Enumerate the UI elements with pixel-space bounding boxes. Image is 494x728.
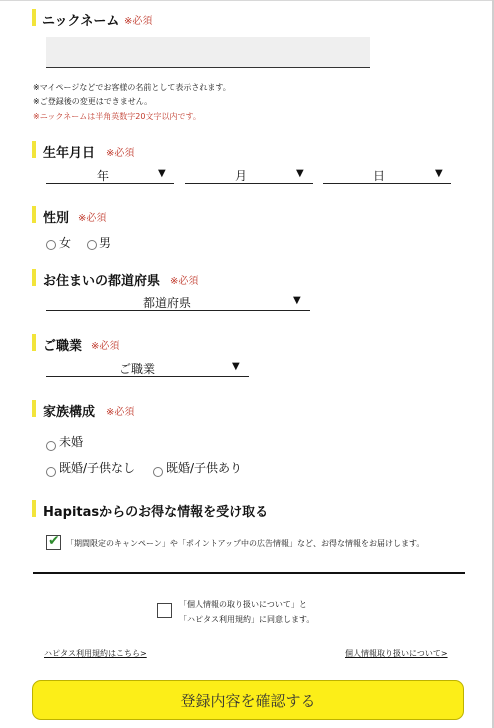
nickname-required-mark: ※必須 bbox=[124, 16, 153, 27]
section-accent-bar bbox=[32, 269, 36, 286]
newsletter-label: Hapitasからのお得な情報を受け取る bbox=[43, 505, 269, 520]
chevron-down-icon: ▼ bbox=[296, 168, 304, 179]
family-married-kids-label: 既婚/子供あり bbox=[166, 461, 243, 475]
occupation-selected: ご職業 bbox=[119, 362, 156, 376]
section-accent-bar bbox=[32, 141, 36, 158]
prefecture-selected: 都道府県 bbox=[143, 296, 192, 310]
birth-month-select[interactable] bbox=[185, 167, 313, 184]
birth-year-label: 年 bbox=[97, 169, 110, 183]
chevron-down-icon: ▼ bbox=[232, 361, 240, 372]
section-accent-bar bbox=[32, 334, 36, 351]
birth-day-label: 日 bbox=[373, 169, 386, 183]
section-accent-bar bbox=[32, 400, 36, 417]
agreement-line-2: 「ハピタス利用規約」に同意します。 bbox=[179, 615, 315, 624]
gender-female-radio[interactable] bbox=[46, 240, 56, 250]
chevron-down-icon: ▼ bbox=[435, 168, 443, 179]
divider bbox=[33, 572, 465, 574]
section-accent-bar bbox=[32, 206, 36, 223]
gender-female-label: 女 bbox=[59, 236, 72, 250]
occupation-required-mark: ※必須 bbox=[91, 341, 120, 352]
chevron-down-icon: ▼ bbox=[293, 295, 301, 306]
family-label: 家族構成 bbox=[43, 405, 96, 420]
prefecture-select[interactable] bbox=[46, 294, 310, 311]
section-accent-bar bbox=[32, 9, 36, 26]
nickname-note-1: ※マイページなどでお客様の名前として表示されます。 bbox=[33, 83, 231, 92]
family-single-label: 未婚 bbox=[59, 435, 84, 449]
prefecture-required-mark: ※必須 bbox=[170, 276, 199, 287]
gender-male-radio[interactable] bbox=[87, 240, 97, 250]
prefecture-label: お住まいの都道府県 bbox=[43, 274, 161, 289]
newsletter-checkbox[interactable] bbox=[46, 535, 61, 550]
chevron-down-icon: ▼ bbox=[158, 168, 166, 179]
checkmark-icon: ✔ bbox=[48, 533, 60, 549]
occupation-select[interactable] bbox=[46, 360, 249, 377]
nickname-input[interactable] bbox=[46, 37, 370, 68]
birthday-label: 生年月日 bbox=[43, 146, 96, 161]
agreement-line-1: 「個人情報の取り扱いについて」と bbox=[179, 600, 307, 609]
family-married-kids-radio[interactable] bbox=[153, 467, 163, 477]
gender-male-label: 男 bbox=[99, 236, 112, 250]
birth-year-select[interactable] bbox=[46, 167, 174, 184]
privacy-link[interactable]: 個人情報取り扱いについて> bbox=[345, 649, 448, 658]
nickname-note-2: ※ご登録後の変更はできません。 bbox=[33, 97, 153, 106]
nickname-label: ニックネーム bbox=[42, 14, 120, 29]
birth-month-label: 月 bbox=[235, 169, 248, 183]
birth-day-select[interactable] bbox=[323, 167, 451, 184]
occupation-label: ご職業 bbox=[43, 339, 83, 354]
terms-link[interactable]: ハピタス利用規約はこちら> bbox=[44, 649, 147, 658]
top-border bbox=[0, 0, 494, 1]
newsletter-checkbox-label: 「期間限定のキャンペーン」や「ポイントアップ中の広告情報」など、お得な情報をお届けします。 bbox=[66, 539, 425, 548]
family-single-radio[interactable] bbox=[46, 441, 56, 451]
family-required-mark: ※必須 bbox=[106, 407, 135, 418]
confirm-button[interactable]: 登録内容を確認する bbox=[32, 680, 464, 720]
gender-required-mark: ※必須 bbox=[78, 213, 107, 224]
family-married-nokids-radio[interactable] bbox=[46, 467, 56, 477]
birthday-required-mark: ※必須 bbox=[106, 148, 135, 159]
gender-label: 性別 bbox=[43, 211, 70, 226]
section-accent-bar bbox=[32, 500, 36, 517]
nickname-note-red: ※ニックネームは半角英数字20文字以内です。 bbox=[33, 112, 201, 121]
family-married-nokids-label: 既婚/子供なし bbox=[59, 461, 136, 475]
agreement-checkbox[interactable] bbox=[157, 603, 172, 618]
